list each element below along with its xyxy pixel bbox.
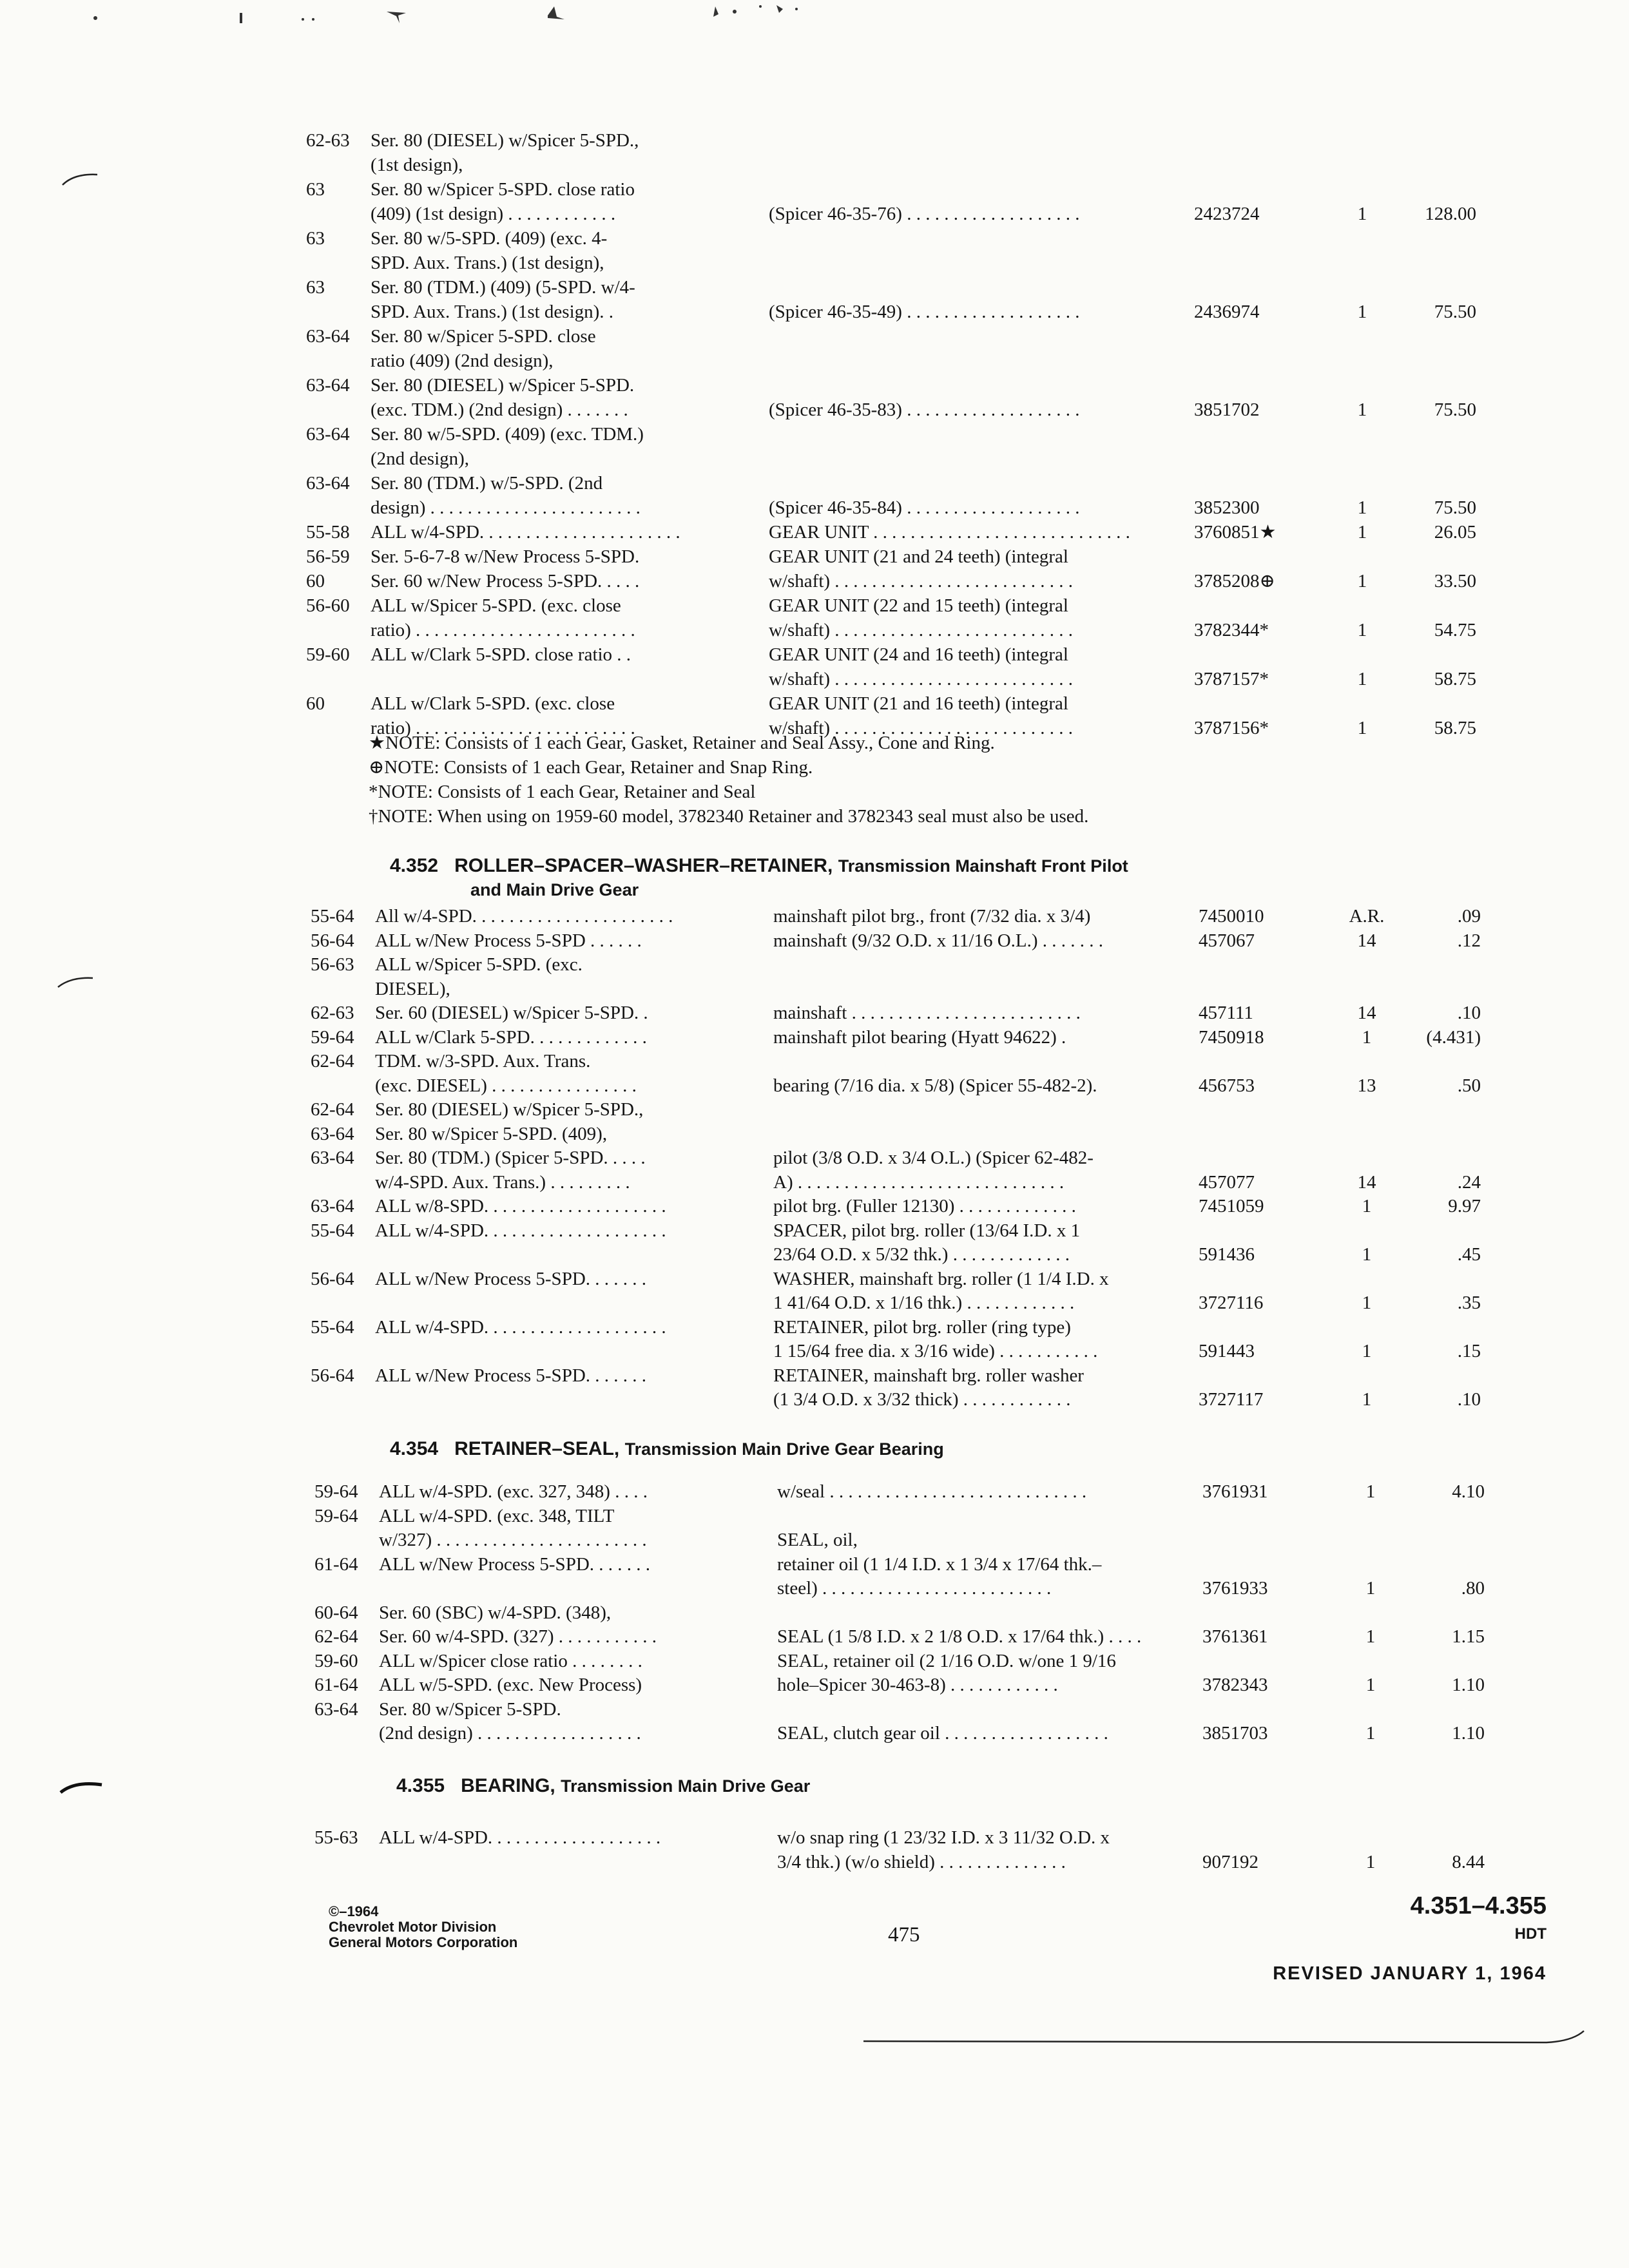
bottom-rule xyxy=(863,2028,1585,2048)
part-number: 3761931 xyxy=(1202,1481,1268,1502)
year-range: 62-64 xyxy=(311,1051,354,1072)
part-number: 456753 xyxy=(1199,1075,1255,1096)
year-range: 63-64 xyxy=(311,1123,354,1144)
application: ALL w/4-SPD. (exc. 327, 348) . . . . xyxy=(379,1481,648,1502)
quantity: 14 xyxy=(1357,1003,1376,1023)
part-number: 3782344* xyxy=(1194,620,1269,640)
description: w/shaft) . . . . . . . . . . . . . . . . . . . . . . . . . . xyxy=(769,620,1074,640)
application: Ser. 5-6-7-8 w/New Process 5-SPD. xyxy=(371,546,640,567)
quantity: 1 xyxy=(1357,204,1367,224)
application: (1st design), xyxy=(371,155,463,175)
description: GEAR UNIT (24 and 16 teeth) (integral xyxy=(769,644,1068,665)
price: .24 xyxy=(1457,1171,1481,1193)
year-range: 63-64 xyxy=(311,1196,354,1216)
description: w/o snap ring (1 23/32 I.D. x 3 11/32 O.D. x xyxy=(777,1827,1110,1848)
quantity: 14 xyxy=(1357,930,1376,951)
description: mainshaft (9/32 O.D. x 11/16 O.L.) . . . . . . . xyxy=(773,930,1104,951)
description: w/shaft) . . . . . . . . . . . . . . . . . . . . . . . . . . xyxy=(769,669,1074,689)
year-range: 62-63 xyxy=(306,130,350,151)
application: ALL w/Clark 5-SPD. close ratio . . xyxy=(371,644,631,665)
part-number: 457067 xyxy=(1199,930,1255,951)
page-number: 475 xyxy=(888,1923,920,1946)
year-range: 62-64 xyxy=(311,1099,354,1120)
description: w/shaft) . . . . . . . . . . . . . . . . . . . . . . . . . . xyxy=(769,571,1074,591)
application: ALL w/New Process 5-SPD. . . . . . . xyxy=(375,1365,647,1386)
application: ALL w/8-SPD. . . . . . . . . . . . . . . . . . . . xyxy=(375,1196,666,1216)
description: A) . . . . . . . . . . . . . . . . . . . . . . . . . . . . . xyxy=(773,1171,1065,1193)
part-number: 2436974 xyxy=(1194,302,1260,322)
description: GEAR UNIT . . . . . . . . . . . . . . . . . . . . . . . . . . . . xyxy=(769,522,1130,543)
quantity: 1 xyxy=(1365,1481,1376,1502)
year-range: 56-60 xyxy=(306,595,350,616)
part-number: 7450918 xyxy=(1199,1026,1264,1048)
section-subtitle: Transmission Main Drive Gear xyxy=(561,1776,811,1796)
copyright-line: General Motors Corporation xyxy=(329,1934,518,1950)
price: 1.10 xyxy=(1452,1675,1485,1695)
part-number: 7451059 xyxy=(1199,1196,1264,1216)
description: hole–Spicer 30-463-8) . . . . . . . . . . . . xyxy=(777,1675,1058,1695)
year-range: 61-64 xyxy=(314,1675,358,1695)
application: ALL w/New Process 5-SPD. . . . . . . xyxy=(375,1268,647,1289)
quantity: 14 xyxy=(1357,1171,1376,1193)
application: ALL w/4-SPD. . . . . . . . . . . . . . . . . . . . xyxy=(375,1220,666,1241)
year-range: 55-64 xyxy=(311,906,354,927)
description: GEAR UNIT (22 and 15 teeth) (integral xyxy=(769,595,1068,616)
section-number: 4.354 xyxy=(390,1438,439,1459)
part-number: 457111 xyxy=(1199,1003,1253,1023)
quantity: 1 xyxy=(1365,1852,1376,1872)
quantity: 1 xyxy=(1365,1675,1376,1695)
price: .10 xyxy=(1457,1389,1481,1410)
application: Ser. 80 (TDM.) (409) (5-SPD. w/4- xyxy=(371,277,635,298)
application: Ser. 80 (DIESEL) w/Spicer 5-SPD. xyxy=(371,375,635,396)
application: (409) (1st design) . . . . . . . . . . . . xyxy=(371,204,616,224)
application: Ser. 60 (DIESEL) w/Spicer 5-SPD. . xyxy=(375,1003,648,1023)
description: w/seal . . . . . . . . . . . . . . . . . . . . . . . . . . . . xyxy=(777,1481,1087,1502)
price: .12 xyxy=(1457,930,1481,951)
section-number: 4.355 xyxy=(396,1775,445,1796)
part-number: 3785208⊕ xyxy=(1194,571,1275,591)
price: 128.00 xyxy=(1425,204,1476,224)
description: 1 15/64 free dia. x 3/16 wide) . . . . . . . . . . . xyxy=(773,1341,1098,1361)
price: 58.75 xyxy=(1434,669,1476,689)
description: w/shaft) . . . . . . . . . . . . . . . . . . . . . . . . . . xyxy=(769,718,1074,738)
application: ALL w/4-SPD. . . . . . . . . . . . . . . . . . . . xyxy=(375,1316,666,1338)
description: 23/64 O.D. x 5/32 thk.) . . . . . . . . . . . . . xyxy=(773,1244,1070,1265)
application: Ser. 80 (TDM.) (Spicer 5-SPD. . . . . xyxy=(375,1148,646,1168)
year-range: 59-60 xyxy=(306,644,350,665)
price: 4.10 xyxy=(1452,1481,1485,1502)
section-heading-4-354 xyxy=(390,1437,944,1461)
copyright-line: Chevrolet Motor Division xyxy=(329,1919,497,1935)
note: *NOTE: Consists of 1 each Gear, Retainer and Seal xyxy=(369,782,756,802)
year-range: 63-64 xyxy=(314,1698,358,1720)
year-range: 59-64 xyxy=(314,1481,358,1502)
year-range: 59-64 xyxy=(311,1026,354,1048)
section-range: 4.351–4.355 xyxy=(1410,1892,1547,1919)
price: 54.75 xyxy=(1434,620,1476,640)
quantity: 1 xyxy=(1365,1626,1376,1647)
year-range: 60 xyxy=(306,693,325,714)
quantity: 1 xyxy=(1365,1723,1376,1744)
year-range: 63 xyxy=(306,179,325,200)
section-number: 4.352 xyxy=(390,855,439,876)
description: SEAL, retainer oil (2 1/16 O.D. w/one 1 9/16 xyxy=(777,1650,1116,1671)
part-number: 3760851★ xyxy=(1194,522,1277,543)
section-subtitle: Transmission Main Drive Gear Bearing xyxy=(624,1439,944,1459)
application: Ser. 60 w/4-SPD. (327) . . . . . . . . . . . xyxy=(379,1626,657,1647)
description: (Spicer 46-35-76) . . . . . . . . . . . . . . . . . . . xyxy=(769,204,1080,224)
description: GEAR UNIT (21 and 24 teeth) (integral xyxy=(769,546,1068,567)
price: 75.50 xyxy=(1434,302,1476,322)
description: SEAL (1 5/8 I.D. x 2 1/8 O.D. x 17/64 thk.) . . . . xyxy=(777,1626,1142,1647)
year-range: 63-64 xyxy=(306,473,350,494)
price: .80 xyxy=(1461,1578,1485,1599)
year-range: 56-59 xyxy=(306,546,350,567)
application: ALL w/Clark 5-SPD. . . . . . . . . . . . . xyxy=(375,1026,647,1048)
year-range: 61-64 xyxy=(314,1553,358,1575)
application: (exc. TDM.) (2nd design) . . . . . . . xyxy=(371,399,628,420)
application: ALL w/Spicer 5-SPD. (exc. xyxy=(375,954,583,975)
price: 9.97 xyxy=(1448,1196,1481,1216)
section-title: RETAINER–SEAL, xyxy=(454,1438,620,1459)
description: mainshaft . . . . . . . . . . . . . . . . . . . . . . . . . xyxy=(773,1003,1081,1023)
description: SPACER, pilot brg. roller (13/64 I.D. x 1 xyxy=(773,1220,1081,1241)
year-range: 63-64 xyxy=(306,375,350,396)
copyright-line: ©–1964 xyxy=(329,1903,379,1919)
year-range: 55-63 xyxy=(314,1827,358,1848)
application: Ser. 80 w/Spicer 5-SPD. close ratio xyxy=(371,179,635,200)
copyright-block xyxy=(329,1904,517,1950)
price: .15 xyxy=(1457,1341,1481,1361)
price: .10 xyxy=(1457,1003,1481,1023)
quantity: 1 xyxy=(1357,302,1367,322)
year-range: 56-64 xyxy=(311,930,354,951)
price: 75.50 xyxy=(1434,399,1476,420)
year-range: 56-64 xyxy=(311,1365,354,1386)
price: 1.15 xyxy=(1452,1626,1485,1647)
quantity: 1 xyxy=(1357,571,1367,591)
description: SEAL, oil, xyxy=(777,1530,858,1550)
part-number: 3761361 xyxy=(1202,1626,1268,1647)
year-range: 60-64 xyxy=(314,1602,358,1623)
application: w/4-SPD. Aux. Trans.) . . . . . . . . . xyxy=(375,1171,630,1193)
application: ALL w/Spicer 5-SPD. (exc. close xyxy=(371,595,621,616)
description: steel) . . . . . . . . . . . . . . . . . . . . . . . . . xyxy=(777,1578,1052,1599)
application: Ser. 60 w/New Process 5-SPD. . . . . xyxy=(371,571,640,591)
quantity: 1 xyxy=(1362,1293,1372,1313)
part-number: 907192 xyxy=(1202,1852,1258,1872)
application: ALL w/Spicer close ratio . . . . . . . . xyxy=(379,1650,642,1671)
application: Ser. 80 w/5-SPD. (409) (exc. TDM.) xyxy=(371,424,644,445)
price: 1.10 xyxy=(1452,1723,1485,1744)
price: 75.50 xyxy=(1434,497,1476,518)
description: pilot (3/8 O.D. x 3/4 O.L.) (Spicer 62-482- xyxy=(773,1148,1094,1168)
description: retainer oil (1 1/4 I.D. x 1 3/4 x 17/64 thk.– xyxy=(777,1553,1102,1575)
application: (2nd design) . . . . . . . . . . . . . . . . . . xyxy=(379,1723,641,1744)
quantity: 1 xyxy=(1357,497,1367,518)
price: (4.431) xyxy=(1426,1026,1481,1048)
section-title: ROLLER–SPACER–WASHER–RETAINER, xyxy=(454,855,833,876)
application: All w/4-SPD. . . . . . . . . . . . . . . . . . . . . . xyxy=(375,906,673,927)
year-range: 63-64 xyxy=(306,424,350,445)
application: ratio) . . . . . . . . . . . . . . . . . . . . . . . . xyxy=(371,718,635,738)
quantity: 1 xyxy=(1357,620,1367,640)
year-range: 62-64 xyxy=(314,1626,358,1647)
description: RETAINER, pilot brg. roller (ring type) xyxy=(773,1316,1071,1338)
application: ALL w/New Process 5-SPD . . . . . . xyxy=(375,930,642,951)
description: (1 3/4 O.D. x 3/32 thick) . . . . . . . . . . . . xyxy=(773,1389,1071,1410)
quantity: 1 xyxy=(1357,718,1367,738)
section-heading-4-352 xyxy=(390,854,1128,878)
application: Ser. 80 (TDM.) w/5-SPD. (2nd xyxy=(371,473,603,494)
part-number: 457077 xyxy=(1199,1171,1255,1193)
price: .09 xyxy=(1457,906,1481,927)
application: ratio (409) (2nd design), xyxy=(371,351,554,371)
quantity: 13 xyxy=(1357,1075,1376,1096)
revised-date: REVISED JANUARY 1, 1964 xyxy=(1273,1963,1547,1984)
application: design) . . . . . . . . . . . . . . . . . . . . . . . xyxy=(371,497,641,518)
quantity: 1 xyxy=(1357,669,1367,689)
quantity: A.R. xyxy=(1349,906,1385,927)
year-range: 63-64 xyxy=(311,1148,354,1168)
year-range: 55-64 xyxy=(311,1220,354,1241)
price: 33.50 xyxy=(1434,571,1476,591)
application: TDM. w/3-SPD. Aux. Trans. xyxy=(375,1051,591,1072)
series-code: HDT xyxy=(1514,1925,1547,1943)
application: Ser. 80 w/Spicer 5-SPD. (409), xyxy=(375,1123,608,1144)
application: Ser. 80 (DIESEL) w/Spicer 5-SPD., xyxy=(371,130,639,151)
quantity: 1 xyxy=(1362,1389,1372,1410)
section-subtitle: Transmission Mainshaft Front Pilot xyxy=(838,856,1128,876)
year-range: 56-63 xyxy=(311,954,354,975)
quantity: 1 xyxy=(1362,1026,1372,1048)
application: ALL w/5-SPD. (exc. New Process) xyxy=(379,1675,642,1695)
application: (2nd design), xyxy=(371,448,470,469)
description: (Spicer 46-35-84) . . . . . . . . . . . . . . . . . . . xyxy=(769,497,1080,518)
price: .50 xyxy=(1457,1075,1481,1096)
year-range: 55-64 xyxy=(311,1316,354,1338)
quantity: 1 xyxy=(1365,1578,1376,1599)
price: 26.05 xyxy=(1434,522,1476,543)
price: .35 xyxy=(1457,1293,1481,1313)
part-number: 3852300 xyxy=(1194,497,1260,518)
year-range: 63 xyxy=(306,277,325,298)
price: 58.75 xyxy=(1434,718,1476,738)
part-number: 3851703 xyxy=(1202,1723,1268,1744)
year-range: 59-64 xyxy=(314,1505,358,1526)
application: ratio) . . . . . . . . . . . . . . . . . . . . . . . . xyxy=(371,620,635,640)
note: ⊕NOTE: Consists of 1 each Gear, Retainer and Snap Ring. xyxy=(369,757,813,778)
application: (exc. DIESEL) . . . . . . . . . . . . . . . . xyxy=(375,1075,637,1096)
application: ALL w/4-SPD. . . . . . . . . . . . . . . . . . . xyxy=(379,1827,661,1848)
application: Ser. 60 (SBC) w/4-SPD. (348), xyxy=(379,1602,612,1623)
application: Ser. 80 (DIESEL) w/Spicer 5-SPD., xyxy=(375,1099,644,1120)
part-number: 591443 xyxy=(1199,1341,1255,1361)
year-range: 55-58 xyxy=(306,522,350,543)
year-range: 63 xyxy=(306,228,325,249)
application: ALL w/New Process 5-SPD. . . . . . . xyxy=(379,1553,651,1575)
application: Ser. 80 w/Spicer 5-SPD. xyxy=(379,1698,561,1720)
part-number: 3727117 xyxy=(1199,1389,1264,1410)
description: 1 41/64 O.D. x 1/16 thk.) . . . . . . . . . . . . xyxy=(773,1293,1075,1313)
application: ALL w/4-SPD. . . . . . . . . . . . . . . . . . . . . . xyxy=(371,522,680,543)
description: mainshaft pilot brg., front (7/32 dia. x 3/4) xyxy=(773,906,1091,927)
section-subtitle-cont: and Main Drive Gear xyxy=(470,880,639,899)
note: †NOTE: When using on 1959-60 model, 3782340 Retainer and 3782343 seal must also be used. xyxy=(369,806,1089,827)
part-number: 3782343 xyxy=(1202,1675,1268,1695)
part-number: 3787157* xyxy=(1194,669,1269,689)
description: pilot brg. (Fuller 12130) . . . . . . . . . . . . . xyxy=(773,1196,1076,1216)
application: ALL w/Clark 5-SPD. (exc. close xyxy=(371,693,615,714)
year-range: 59-60 xyxy=(314,1650,358,1671)
part-number: 3851702 xyxy=(1194,399,1260,420)
description: 3/4 thk.) (w/o shield) . . . . . . . . . . . . . . xyxy=(777,1852,1066,1872)
application: SPD. Aux. Trans.) (1st design). . xyxy=(371,302,614,322)
section-title: BEARING, xyxy=(461,1775,555,1796)
part-number: 591436 xyxy=(1199,1244,1255,1265)
quantity: 1 xyxy=(1362,1196,1372,1216)
description: (Spicer 46-35-83) . . . . . . . . . . . . . . . . . . . xyxy=(769,399,1080,420)
year-range: 63-64 xyxy=(306,326,350,347)
description: RETAINER, mainshaft brg. roller washer xyxy=(773,1365,1084,1386)
application: w/327) . . . . . . . . . . . . . . . . . . . . . . . xyxy=(379,1530,647,1550)
quantity: 1 xyxy=(1357,399,1367,420)
application: Ser. 80 w/Spicer 5-SPD. close xyxy=(371,326,596,347)
year-range: 60 xyxy=(306,571,325,591)
part-number: 7450010 xyxy=(1199,906,1264,927)
description: mainshaft pilot bearing (Hyatt 94622) . xyxy=(773,1026,1066,1048)
part-number: 3727116 xyxy=(1199,1293,1264,1313)
description: SEAL, clutch gear oil . . . . . . . . . . . . . . . . . . xyxy=(777,1723,1108,1744)
part-number: 3761933 xyxy=(1202,1578,1268,1599)
description: (Spicer 46-35-49) . . . . . . . . . . . . . . . . . . . xyxy=(769,302,1080,322)
quantity: 1 xyxy=(1362,1244,1372,1265)
part-number: 3787156* xyxy=(1194,718,1269,738)
year-range: 62-63 xyxy=(311,1003,354,1023)
quantity: 1 xyxy=(1362,1341,1372,1361)
application: Ser. 80 w/5-SPD. (409) (exc. 4- xyxy=(371,228,608,249)
application: ALL w/4-SPD. (exc. 348, TILT xyxy=(379,1505,615,1526)
price: .45 xyxy=(1457,1244,1481,1265)
application: DIESEL), xyxy=(375,978,450,999)
note: ★NOTE: Consists of 1 each Gear, Gasket, Retainer and Seal Assy., Cone and Ring. xyxy=(369,733,995,753)
application: SPD. Aux. Trans.) (1st design), xyxy=(371,253,604,273)
section-heading-4-355 xyxy=(396,1774,810,1798)
description: GEAR UNIT (21 and 16 teeth) (integral xyxy=(769,693,1068,714)
price: 8.44 xyxy=(1452,1852,1485,1872)
description: WASHER, mainshaft brg. roller (1 1/4 I.D. x xyxy=(773,1268,1109,1289)
year-range: 56-64 xyxy=(311,1268,354,1289)
part-number: 2423724 xyxy=(1194,204,1260,224)
description: bearing (7/16 dia. x 5/8) (Spicer 55-482-2). xyxy=(773,1075,1097,1096)
quantity: 1 xyxy=(1357,522,1367,543)
